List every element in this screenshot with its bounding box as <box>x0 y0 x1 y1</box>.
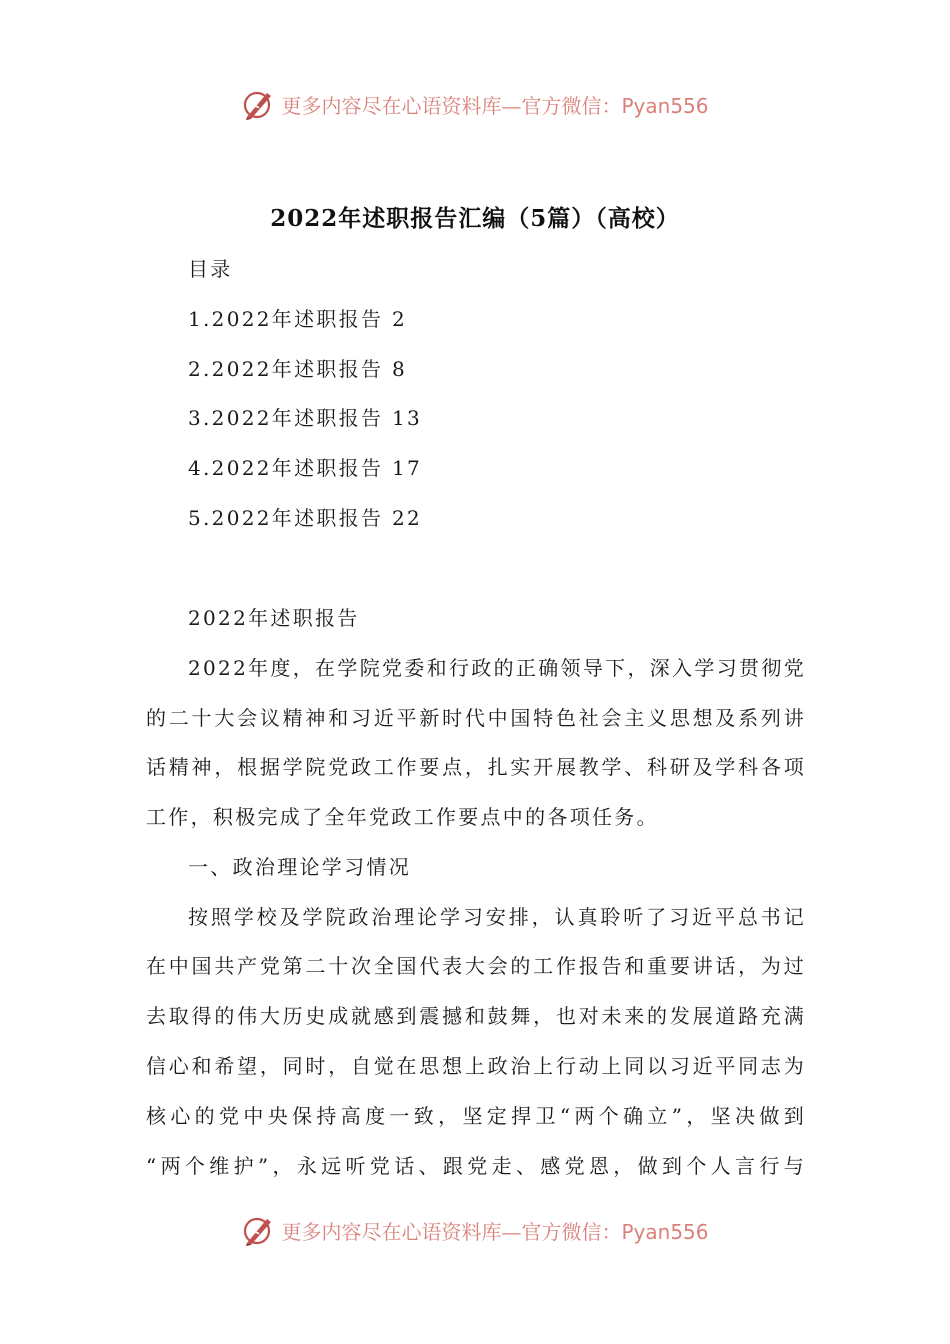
document-title: 2022年述职报告汇编（5篇）（高校） <box>270 205 680 232</box>
paragraph-line: 2022年度，在学院党委和行政的正确领导下，深入学习贯彻党 <box>188 656 806 680</box>
paragraph-line: 话精神，根据学院党政工作要点，扎实开展教学、科研及学科各项 <box>146 755 806 779</box>
paragraph-line: 去取得的伟大历史成就感到震撼和鼓舞，也对未来的发展道路充满 <box>146 1004 806 1028</box>
pen-logo-icon <box>241 87 275 121</box>
paragraph-line: “两个维护”，永远听党话、跟党走、感党恩，做到个人言行与 <box>146 1154 806 1178</box>
paragraph-line: 工作，积极完成了全年党政工作要点中的各项任务。 <box>146 805 659 829</box>
toc-item: 2.2022年述职报告 8 <box>188 357 407 381</box>
toc-item: 4.2022年述职报告 17 <box>188 456 422 480</box>
toc-heading: 目录 <box>188 257 233 281</box>
paragraph-line: 的二十大会议精神和习近平新时代中国特色社会主义思想及系列讲 <box>146 706 806 730</box>
paragraph-line: 在中国共产党第二十次全国代表大会的工作报告和重要讲话，为过 <box>146 954 806 978</box>
watermark-text: 更多内容尽在心语资料库—官方微信：Pyan556 <box>281 93 709 118</box>
section-heading: 一、政治理论学习情况 <box>188 855 411 879</box>
section-title: 2022年述职报告 <box>188 606 360 630</box>
paragraph-line: 核心的党中央保持高度一致，坚定捍卫“两个确立”，坚决做到 <box>146 1104 806 1128</box>
toc-item: 1.2022年述职报告 2 <box>188 307 407 331</box>
footer-watermark <box>0 1210 950 1250</box>
header-watermark <box>0 84 950 124</box>
toc-item: 5.2022年述职报告 22 <box>188 506 422 530</box>
watermark-text: 更多内容尽在心语资料库—官方微信：Pyan556 <box>281 1219 709 1244</box>
paragraph-line: 信心和希望，同时，自觉在思想上政治上行动上同以习近平同志为 <box>146 1054 806 1078</box>
pen-logo-icon <box>241 1213 275 1247</box>
toc-item: 3.2022年述职报告 13 <box>188 406 422 430</box>
paragraph-line: 按照学校及学院政治理论学习安排，认真聆听了习近平总书记 <box>188 905 806 929</box>
